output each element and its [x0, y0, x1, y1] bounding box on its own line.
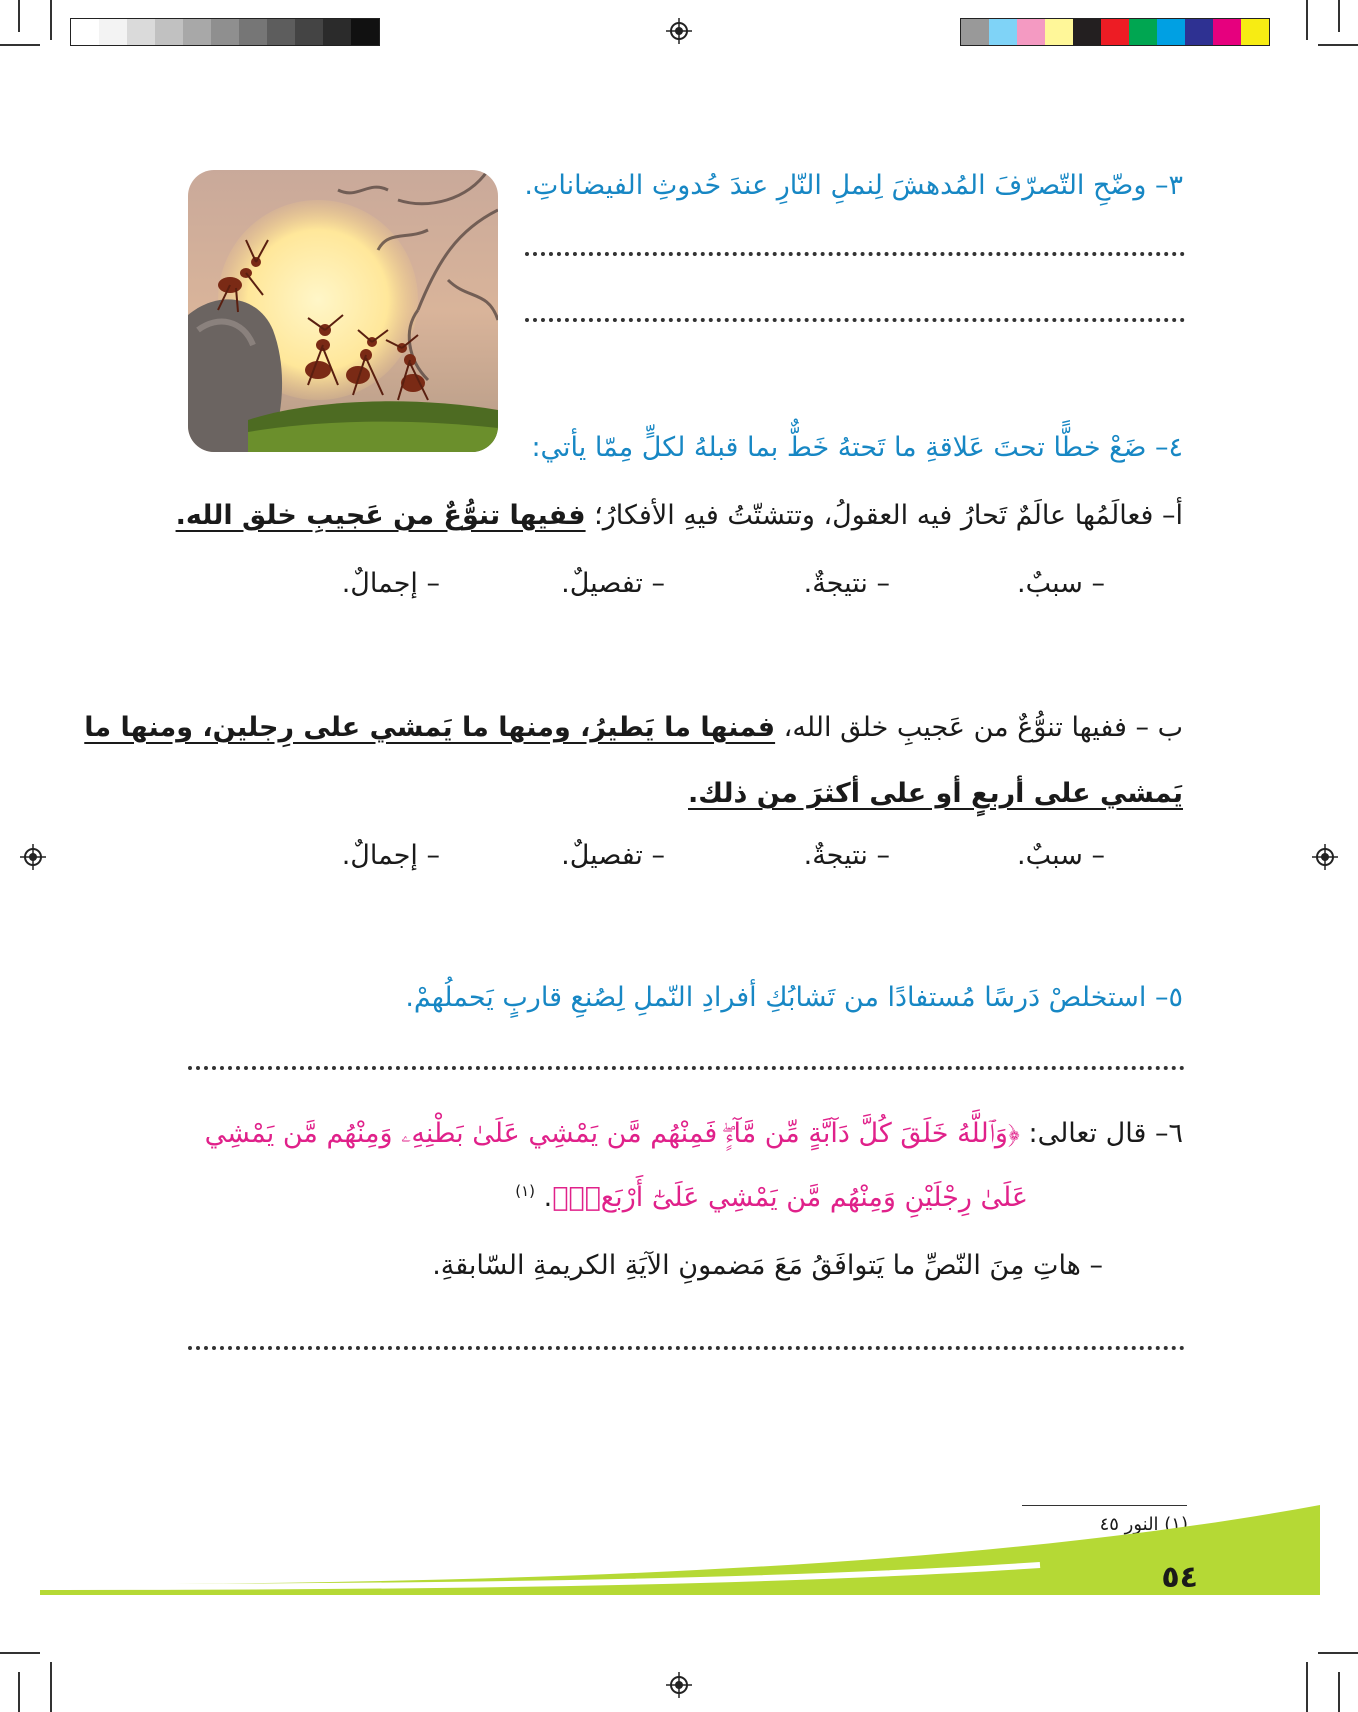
item-a-options	[300, 568, 1130, 608]
color-swatch	[1157, 19, 1185, 45]
option-detail[interactable]: – تفصيلٌ.	[561, 840, 665, 871]
answer-line	[525, 318, 1185, 322]
crop-mark	[0, 1652, 40, 1654]
color-swatch	[99, 19, 127, 45]
color-swatch	[1129, 19, 1157, 45]
green-band	[40, 1505, 1320, 1595]
crop-mark	[1306, 1662, 1308, 1712]
color-swatch	[1073, 19, 1101, 45]
color-swatch	[1101, 19, 1129, 45]
verse-end: .	[543, 1182, 553, 1213]
color-swatch	[295, 19, 323, 45]
crop-mark	[0, 44, 40, 46]
question-5: ٥– استخلصْ دَرسًا مُستفادًا من تَشابُكِ أفرادِ النّملِ لِصُنعِ قاربٍ يَحملُهمْ.	[405, 982, 1183, 1013]
option-summary[interactable]: – إجمالٌ.	[341, 840, 440, 871]
color-swatch	[1045, 19, 1073, 45]
option-summary[interactable]: – إجمالٌ.	[341, 568, 440, 599]
color-swatch	[183, 19, 211, 45]
color-swatch	[155, 19, 183, 45]
registration-mark-icon	[20, 844, 46, 870]
item-b-prefix: ب – ففيها تنوُّعٌ من عَجيبِ خلق الله،	[775, 712, 1183, 743]
crop-mark	[1338, 1672, 1340, 1712]
color-swatch	[1185, 19, 1213, 45]
registration-mark-icon	[1312, 844, 1338, 870]
item-b-underlined-2: يَمشي على أربعٍ أو على أكثرَ من ذلك.	[688, 778, 1183, 809]
page-number: ٥٤	[1161, 1560, 1198, 1595]
option-result[interactable]: – نتيجةٌ.	[803, 568, 890, 599]
item-b-underlined-1: فمنها ما يَطيرُ، ومنها ما يَمشي على رِجلين، ومنها ما	[84, 712, 776, 743]
item-a-prefix: أ– فعالَمُها عالَمٌ تَحارُ فيه العقولُ، وتتشتّتُ فيهِ الأفكارُ؛	[585, 500, 1183, 531]
color-swatch	[989, 19, 1017, 45]
question-6-prefix: ٦– قال تعالى:	[1019, 1118, 1183, 1149]
registration-mark-icon	[666, 18, 692, 44]
crop-mark	[1318, 1652, 1358, 1654]
grayscale-calibration-strip	[70, 18, 380, 46]
question-6-line-1	[205, 1118, 1183, 1150]
color-calibration-strip	[960, 18, 1270, 46]
color-swatch	[351, 19, 379, 45]
question-6-line-2	[515, 1182, 1028, 1213]
footnote: (١) النور ٤٥	[1099, 1514, 1188, 1535]
answer-line	[188, 1346, 1185, 1350]
crop-mark	[1318, 44, 1358, 46]
quran-verse-line-1: ﴿وَٱللَّهُ خَلَقَ كُلَّ دَآبَّةٍ مِّن مَّآءٍۖ فَمِنْهُم مَّن يَمْشِي عَلَىٰ بَطْنِهِۦ وَمِنْهُم مَّن يَمْشِي	[204, 1118, 1020, 1149]
option-detail[interactable]: – تفصيلٌ.	[561, 568, 665, 599]
item-b-line-1	[84, 712, 1183, 743]
color-swatch	[127, 19, 155, 45]
color-swatch	[1213, 19, 1241, 45]
crop-mark	[18, 1672, 20, 1712]
crop-mark	[50, 1662, 52, 1712]
color-swatch	[961, 19, 989, 45]
color-swatch	[1241, 19, 1269, 45]
footnote-reference: (١)	[515, 1182, 536, 1200]
color-swatch	[1017, 19, 1045, 45]
color-swatch	[239, 19, 267, 45]
answer-line	[525, 252, 1185, 256]
color-swatch	[267, 19, 295, 45]
question-6-task: – هاتِ مِنَ النّصِّ ما يَتوافَقُ مَعَ مَضمونِ الآيَةِ الكريمةِ السّابقةِ.	[432, 1250, 1103, 1281]
option-cause[interactable]: – سببٌ.	[1017, 840, 1105, 871]
crop-mark	[50, 0, 52, 40]
item-b-options	[300, 840, 1130, 880]
registration-mark-icon	[666, 1672, 692, 1698]
crop-mark	[1306, 0, 1308, 40]
option-cause[interactable]: – سببٌ.	[1017, 568, 1105, 599]
option-result[interactable]: – نتيجةٌ.	[803, 840, 890, 871]
ants-on-rock-at-sunset-photo	[188, 170, 498, 452]
item-a-sentence	[176, 500, 1183, 531]
crop-mark	[18, 0, 20, 32]
ants-photo	[188, 170, 498, 452]
question-4: ٤– ضَعْ خطًّا تحتَ عَلاقةِ ما تَحتهُ خَطٌّ بما قبلهُ لكلٍّ مِمّا يأتي:	[531, 432, 1183, 463]
color-swatch	[211, 19, 239, 45]
answer-line	[188, 1066, 1185, 1070]
question-3: ٣– وضّحِ التّصرّفَ المُدهشَ لِنملِ النّارِ عندَ حُدوثِ الفيضاناتِ.	[524, 170, 1183, 201]
crop-mark	[1338, 0, 1340, 32]
color-swatch	[71, 19, 99, 45]
quran-verse-line-2: عَلَىٰ رِجْلَيْنِ وَمِنْهُم مَّن يَمْشِي عَلَىٰٓ أَرْبَعٖۚ﴾	[552, 1182, 1028, 1213]
item-b-line-2	[688, 778, 1183, 809]
color-swatch	[323, 19, 351, 45]
item-a-underlined: ففيها تنوُّعٌ من عَجيبِ خلق الله.	[175, 500, 586, 531]
